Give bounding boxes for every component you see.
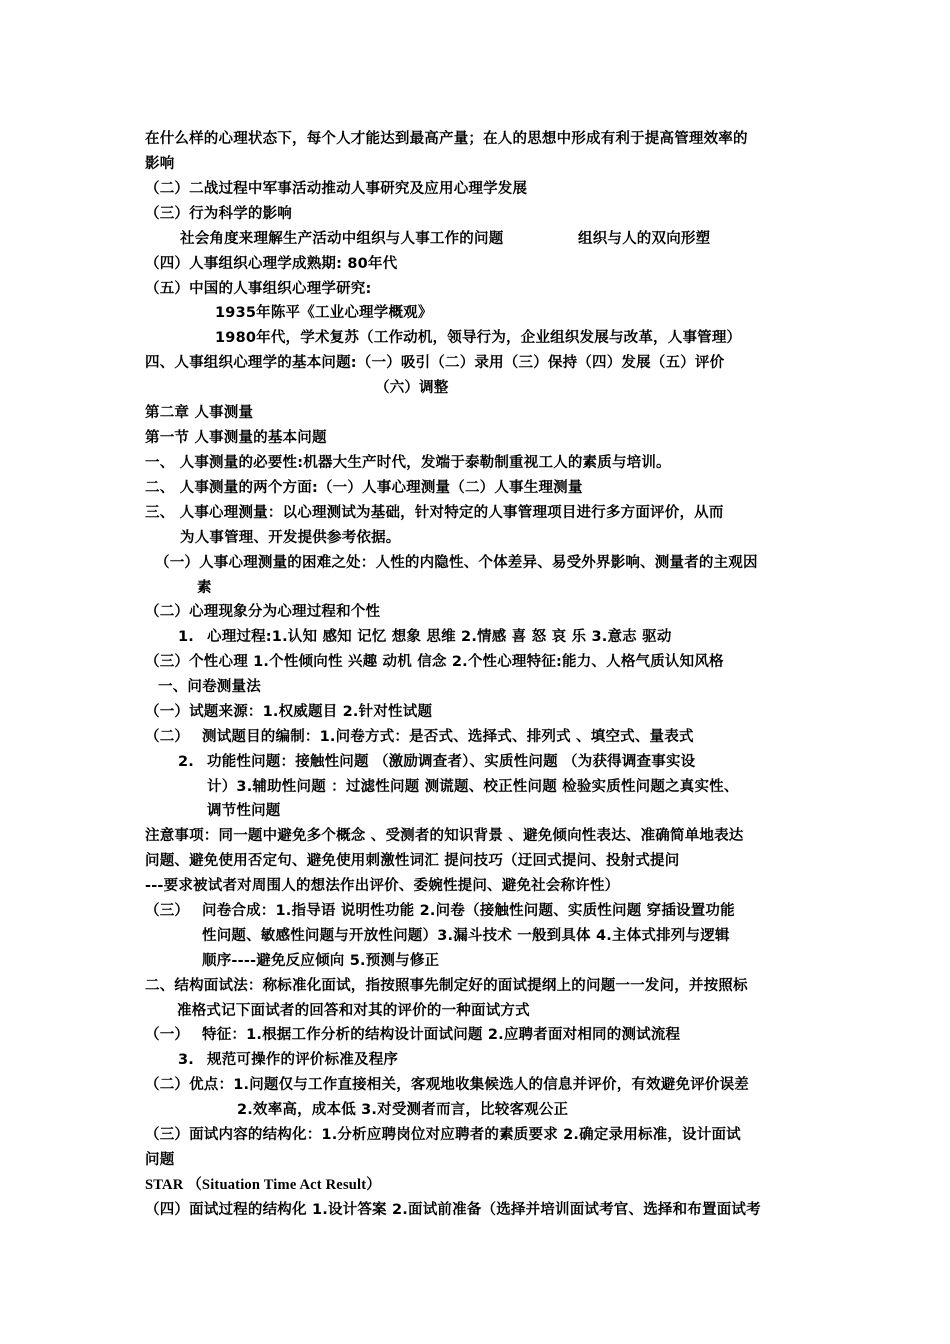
text-line: 为人事管理、开发提供参考依据。 bbox=[180, 530, 401, 546]
text-line: 特征：1.根据工作分析的结构设计面试问题 2.应聘者面对相同的测试流程 bbox=[202, 1027, 681, 1043]
text-line: 计）3.辅助性问题 ：过滤性问题 测谎题、校正性问题 检验实质性问题之真实性、 bbox=[207, 779, 739, 795]
text-line: （一）人事心理测量的困难之处：人性的内隐性、个体差异、易受外界影响、测量者的主观因 bbox=[155, 555, 758, 571]
list-number: 1. bbox=[178, 629, 194, 645]
text-line: ---要求被试者对周围人的想法作出评价、委婉性提问、避免社会称许性） bbox=[145, 878, 620, 894]
chapter-heading: 第二章 人事测量 bbox=[145, 405, 254, 421]
text-line: 问题 bbox=[145, 1152, 175, 1168]
text-line: 问题、避免使用否定句、避免使用刺激性词汇 提问技巧（迂回式提问、投射式提问 bbox=[145, 853, 680, 869]
text-line: 准格式记下面试者的回答和对其的评价的一种面试方式 bbox=[177, 1003, 530, 1019]
section-heading: 第一节 人事测量的基本问题 bbox=[145, 430, 327, 446]
list-number: 2. bbox=[178, 754, 194, 770]
text-line: （二）心理现象分为心理过程和个性 bbox=[145, 604, 381, 620]
text-line: 调节性问题 bbox=[207, 803, 281, 819]
text-line: 注意事项：同一题中避免多个概念 、受测者的知识背景 、避免倾向性表达、准确简单地表达 bbox=[145, 828, 744, 844]
text-line: 心理过程:1.认知 感知 记忆 想象 思维 2.情感 喜 怒 哀 乐 3.意志 驱动 bbox=[207, 629, 672, 645]
text-line: 四、人事组织心理学的基本问题:（一）吸引（二）录用（三）保持（四）发展（五）评价 bbox=[145, 355, 725, 371]
text-line: （二）优点：1.问题仅与工作直接相关，客观地收集候选人的信息并评价，有效避免评价误差 bbox=[145, 1077, 749, 1093]
list-number: 3. bbox=[178, 1052, 194, 1068]
text-line: 二、 人事测量的两个方面:（一）人事心理测量（二）人事生理测量 bbox=[145, 480, 583, 496]
text-line: 功能性问题：接触性问题 （激励调查者）、实质性问题 （为获得调查事实设 bbox=[207, 754, 696, 770]
text-line: 一、问卷测量法 bbox=[158, 679, 261, 695]
text-line: 问卷合成：1.指导语 说明性功能 2.问卷（接触性问题、实质性问题 穿插设置功能 bbox=[202, 903, 735, 919]
text-line: 影响 bbox=[145, 156, 175, 172]
text-line: （三）个性心理 1.个性倾向性 兴趣 动机 信念 2.个性心理特征:能力、人格气质认知风格 bbox=[145, 654, 724, 670]
text-line: 1980年代，学术复苏（工作动机，领导行为，企业组织发展与改革，人事管理） bbox=[215, 330, 742, 346]
text-line: 一、 人事测量的必要性:机器大生产时代，发端于泰勒制重视工人的素质与培训。 bbox=[145, 455, 671, 471]
text-line: （四）人事组织心理学成熟期: 80年代 bbox=[145, 256, 398, 272]
text-line: 在什么样的心理状态下，每个人才能达到最高产量；在人的思想中形成有利于提高管理效率的 bbox=[145, 131, 748, 147]
list-number: （三） bbox=[145, 903, 190, 919]
text-line: 素 bbox=[197, 580, 212, 596]
text-line: 测试题目的编制：1.问卷方式：是否式、选择式、排列式 、填空式、量表式 bbox=[202, 729, 694, 745]
text-line: （五）中国的人事组织心理学研究: bbox=[145, 281, 372, 297]
text-line: （四）面试过程的结构化 1.设计答案 2.面试前准备（选择并培训面试考官、选择和布置面试考 bbox=[145, 1202, 761, 1218]
text-line: 规范可操作的评价标准及程序 bbox=[207, 1052, 399, 1068]
text-line: （三）行为科学的影响 bbox=[145, 206, 292, 222]
text-line: 三、 人事心理测量：以心理测试为基础，针对特定的人事管理项目进行多方面评价，从而 bbox=[145, 505, 724, 521]
text-line: 性问题、敏感性问题与开放性问题）3.漏斗技术 一般到具体 4.主体式排列与逻辑 bbox=[202, 928, 730, 944]
text-line: （三）面试内容的结构化：1.分析应聘岗位对应聘者的素质要求 2.确定录用标准，设计面试 bbox=[145, 1127, 741, 1143]
text-line: STAR （Situation Time Act Result） bbox=[145, 1177, 382, 1193]
text-line: 社会角度来理解生产活动中组织与人事工作的问题 bbox=[180, 231, 504, 247]
text-line: （一）试题来源：1.权威题目 2.针对性试题 bbox=[145, 704, 433, 720]
text-line: 1935年陈平《工业心理学概观》 bbox=[215, 305, 433, 321]
list-number: （二） bbox=[145, 729, 190, 745]
text-line: 二、结构面试法：称标准化面试，指按照事先制定好的面试提纲上的问题一一发问，并按照标 bbox=[145, 978, 748, 994]
text-line: （二）二战过程中军事活动推动人事研究及应用心理学发展 bbox=[145, 181, 528, 197]
text-line: 组织与人的双向形塑 bbox=[578, 231, 711, 247]
list-number: （一） bbox=[145, 1027, 190, 1043]
text-line: （六）调整 bbox=[375, 380, 449, 396]
text-line: 2.效率高，成本低 3.对受测者而言，比较客观公正 bbox=[237, 1102, 569, 1118]
text-line: 顺序----避免反应倾向 5.预测与修正 bbox=[202, 953, 440, 969]
